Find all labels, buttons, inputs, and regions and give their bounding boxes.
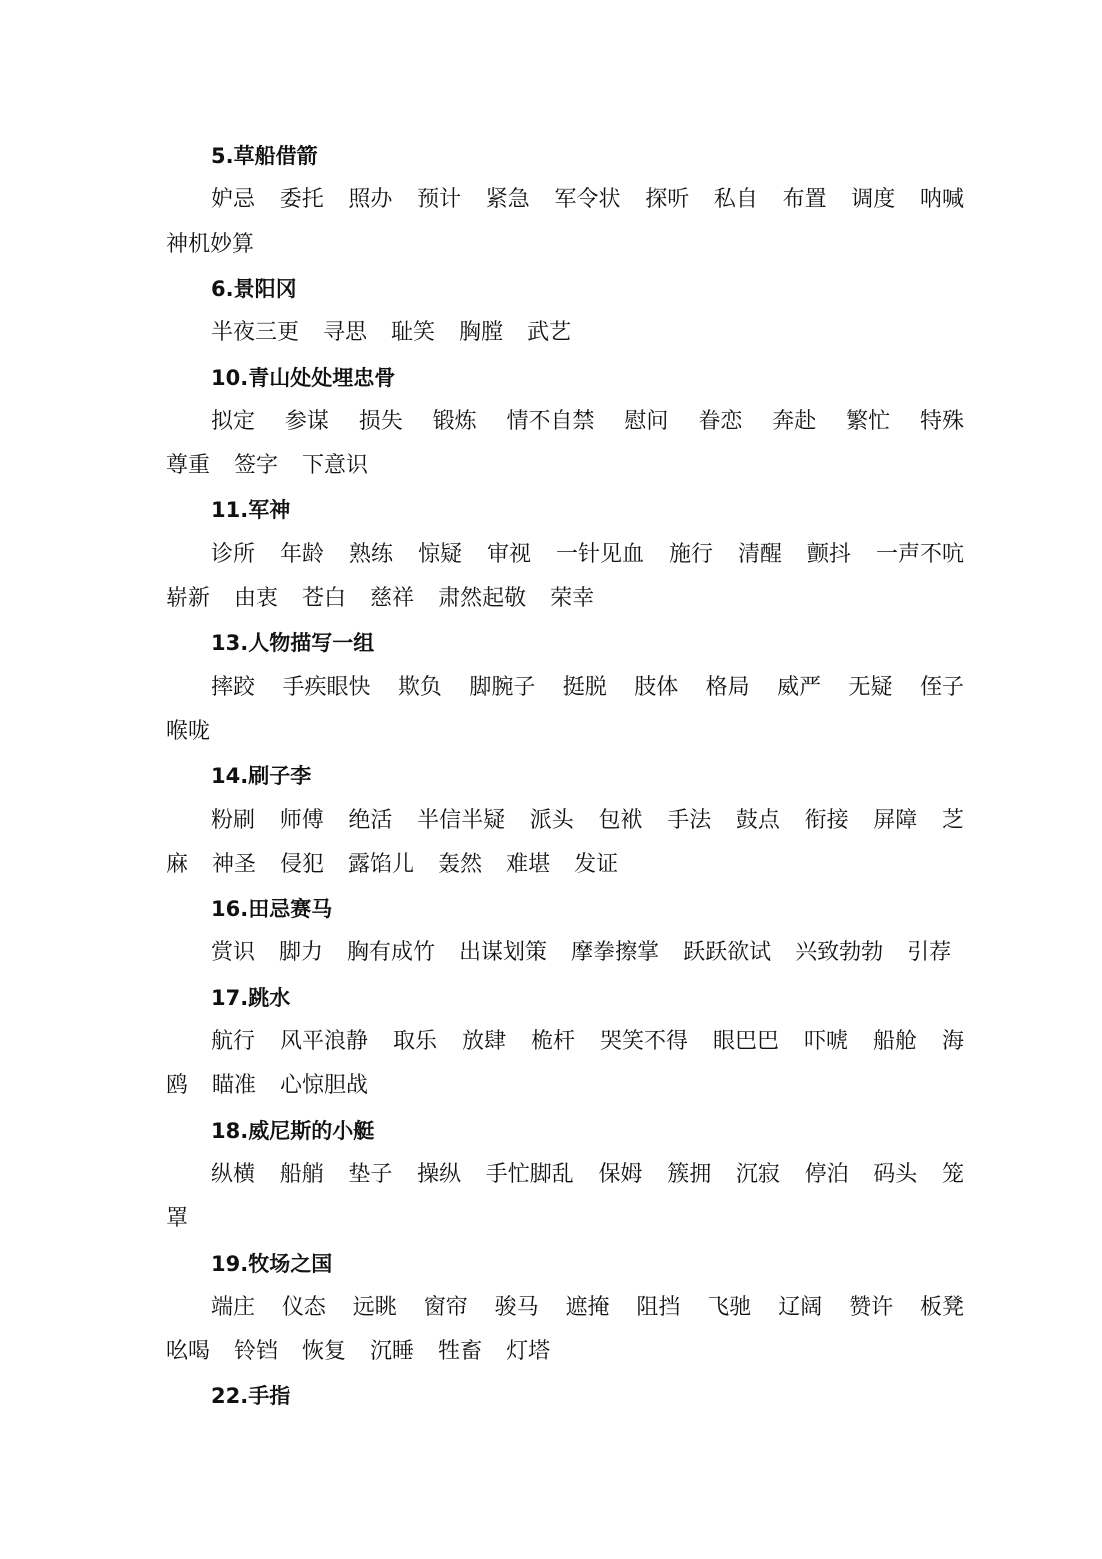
vocab-word: 寻思: [323, 320, 368, 346]
vocab-word: 肃然起敬: [438, 586, 527, 611]
section-heading: 10.青山处处埋忠骨: [211, 365, 396, 390]
vocab-word: 哭笑不得: [599, 1029, 688, 1054]
vocab-word: 赏识: [211, 940, 256, 966]
vocab-word: 由衷: [234, 586, 279, 611]
vocab-line: [0, 584, 1102, 614]
vocab-word: 派头: [529, 807, 574, 833]
vocab-word: 苍白: [302, 586, 347, 611]
vocab-word: 熟练: [348, 541, 393, 567]
vocab-word: 神机妙算: [166, 231, 255, 257]
vocab-word: 胸膛: [459, 320, 504, 346]
vocab-word: 停泊: [804, 1161, 849, 1187]
vocab-word: 飞驰: [707, 1294, 752, 1320]
vocab-word: 骏马: [494, 1294, 539, 1320]
vocab-word: 海: [941, 1029, 964, 1054]
vocab-line: [0, 185, 1102, 215]
vocab-word: 拟定: [211, 408, 256, 434]
vocab-word: 威严: [777, 674, 822, 700]
vocab-word: 尊重: [166, 453, 211, 479]
vocab-word: 施行: [668, 541, 713, 567]
vocab-word: 包袱: [598, 807, 643, 833]
section-heading: 5.草船借箭: [211, 144, 318, 168]
vocab-word: 绝活: [348, 807, 393, 833]
vocab-word: 侵犯: [280, 851, 325, 877]
vocab-word: 难堪: [506, 851, 551, 877]
vocab-word: 罩: [166, 1206, 189, 1232]
vocab-word: 脚力: [279, 940, 324, 966]
vocab-word: 灯塔: [506, 1339, 551, 1365]
vocab-word: 下意识: [302, 453, 369, 479]
vocab-word: 沉睡: [370, 1339, 415, 1365]
vocab-word: 摩拳擦掌: [571, 940, 660, 966]
vocab-word: 欺负: [397, 674, 442, 700]
section-heading: 17.跳水: [211, 985, 291, 1010]
vocab-word: 特殊: [919, 408, 964, 434]
vocab-word: 预计: [417, 187, 462, 213]
vocab-word: 肢体: [634, 674, 679, 700]
vocab-word: 轰然: [438, 851, 483, 877]
vocab-word: 损失: [358, 408, 403, 434]
vocab-word: 师傅: [279, 807, 324, 833]
vocab-word: 年龄: [279, 541, 324, 567]
vocab-word: 航行: [211, 1029, 256, 1054]
vocab-word: 远眺: [352, 1294, 397, 1320]
vocab-word: 跃跃欲试: [683, 940, 772, 966]
vocab-word: 侄子: [919, 674, 964, 700]
vocab-word: 参谋: [284, 408, 329, 434]
vocab-line: [0, 1071, 1102, 1101]
vocab-word: 一声不吭: [875, 541, 964, 567]
section-heading: 14.刷子李: [211, 764, 312, 789]
vocab-word: 喉咙: [166, 718, 211, 744]
vocab-word: 发证: [574, 851, 619, 877]
vocab-word: 妒忌: [211, 187, 256, 213]
vocab-word: 神圣: [212, 851, 257, 877]
vocab-line: [0, 673, 1102, 703]
vocab-word: 锻炼: [432, 408, 477, 434]
section-heading: 6.景阳冈: [211, 276, 297, 301]
vocab-word: 荣幸: [550, 586, 595, 611]
vocab-word: 军令状: [554, 187, 621, 213]
vocab-word: 心惊胆战: [280, 1073, 369, 1099]
vocab-word: 露馅儿: [348, 851, 415, 877]
vocab-word: 眷恋: [698, 408, 743, 434]
vocab-line: [0, 540, 1102, 570]
vocab-word: 放肆: [461, 1029, 506, 1054]
vocab-word: 崭新: [166, 586, 211, 611]
vocab-word: 半信半疑: [417, 807, 506, 833]
vocab-word: 脚腕子: [469, 674, 536, 700]
section-heading: 18.威尼斯的小艇: [211, 1118, 375, 1143]
vocab-word: 沉寂: [735, 1161, 780, 1187]
vocab-word: 慈祥: [370, 586, 415, 611]
vocab-word: 半夜三更: [211, 320, 300, 346]
section-heading: 13.人物描写一组: [211, 631, 375, 656]
vocab-word: 码头: [873, 1161, 918, 1187]
vocab-word: 麻: [166, 851, 189, 877]
vocab-word: 紧急: [485, 187, 530, 213]
vocab-word: 情不自禁: [506, 408, 595, 434]
vocab-word: 恢复: [302, 1339, 347, 1365]
vocab-word: 簇拥: [667, 1161, 712, 1187]
vocab-word: 繁忙: [846, 408, 891, 434]
vocab-word: 阻挡: [636, 1294, 681, 1320]
vocab-word: 笼: [941, 1161, 964, 1187]
vocab-word: 清醒: [737, 541, 782, 567]
vocab-word: 胸有成竹: [347, 940, 436, 966]
vocab-word: 船舱: [872, 1029, 917, 1054]
vocab-word: 委托: [279, 187, 324, 213]
vocab-word: 颤抖: [806, 541, 851, 567]
vocab-word: 审视: [486, 541, 531, 567]
vocab-word: 鼓点: [735, 807, 780, 833]
vocab-word: 端庄: [211, 1294, 256, 1320]
vocab-line: [0, 407, 1102, 437]
vocab-word: 慰问: [624, 408, 669, 434]
vocab-word: 无疑: [848, 674, 893, 700]
vocab-word: 鸥: [166, 1073, 189, 1099]
vocab-word: 吆喝: [166, 1339, 211, 1365]
vocab-word: 格局: [705, 674, 750, 700]
vocab-word: 私自: [713, 187, 758, 213]
vocab-word: 桅杆: [530, 1029, 575, 1054]
vocab-word: 遮掩: [565, 1294, 610, 1320]
vocab-line: [0, 230, 1102, 260]
vocab-line: [0, 1337, 1102, 1367]
vocab-word: 衔接: [804, 807, 849, 833]
vocab-line: [0, 1027, 1102, 1057]
vocab-word: 赞许: [849, 1294, 894, 1320]
vocab-word: 操纵: [417, 1161, 462, 1187]
vocab-line: [0, 1293, 1102, 1323]
vocab-line: [0, 1160, 1102, 1190]
vocab-line: [0, 1204, 1102, 1234]
vocab-word: 手疾眼快: [282, 674, 371, 700]
vocab-word: 垫子: [348, 1161, 393, 1187]
vocab-word: 布置: [782, 187, 827, 213]
vocab-word: 牲畜: [438, 1339, 483, 1365]
vocab-word: 辽阔: [778, 1294, 823, 1320]
vocab-word: 风平浪静: [279, 1029, 368, 1054]
vocab-word: 调度: [851, 187, 896, 213]
vocab-word: 手忙脚乱: [485, 1161, 574, 1187]
vocab-word: 诊所: [211, 541, 256, 567]
vocab-word: 探听: [645, 187, 690, 213]
vocab-word: 手法: [667, 807, 712, 833]
vocab-word: 保姆: [598, 1161, 643, 1187]
vocab-word: 挺脱: [562, 674, 607, 700]
vocab-word: 船艄: [279, 1161, 324, 1187]
vocab-word: 瞄准: [212, 1073, 257, 1099]
vocab-word: 铃铛: [234, 1339, 279, 1365]
vocab-line: [0, 938, 1102, 968]
vocab-line: [0, 717, 1102, 747]
vocab-word: 粉刷: [211, 807, 256, 833]
vocab-word: 纵横: [211, 1161, 256, 1187]
vocab-word: 屏障: [873, 807, 918, 833]
section-heading: 19.牧场之国: [211, 1251, 333, 1276]
vocab-word: 照办: [348, 187, 393, 213]
section-heading: 16.田忌赛马: [211, 897, 333, 922]
vocab-word: 耻笑: [391, 320, 436, 346]
vocab-word: 引荐: [907, 940, 952, 966]
vocab-word: 眼巴巴: [712, 1029, 779, 1054]
vocab-word: 芝: [941, 807, 964, 833]
section-heading: 22.手指: [211, 1384, 291, 1409]
section-heading: 11.军神: [211, 498, 291, 523]
vocab-word: 武艺: [527, 320, 572, 346]
vocab-word: 窗帘: [423, 1294, 468, 1320]
vocab-word: 惊疑: [417, 541, 462, 567]
vocab-line: [0, 318, 1102, 348]
vocab-word: 奔赴: [772, 408, 817, 434]
vocab-word: 签字: [234, 453, 279, 479]
vocab-line: [0, 451, 1102, 481]
vocab-word: 呐喊: [919, 187, 964, 213]
vocab-line: [0, 806, 1102, 836]
vocab-word: 出谋划策: [459, 940, 548, 966]
vocab-word: 摔跤: [211, 674, 256, 700]
vocab-line: [0, 850, 1102, 880]
vocab-word: 一针见血: [555, 541, 644, 567]
vocab-word: 兴致勃勃: [795, 940, 884, 966]
vocab-word: 吓唬: [803, 1029, 848, 1054]
vocab-word: 取乐: [392, 1029, 437, 1054]
vocab-word: 仪态: [281, 1294, 326, 1320]
vocab-word: 板凳: [919, 1294, 964, 1320]
